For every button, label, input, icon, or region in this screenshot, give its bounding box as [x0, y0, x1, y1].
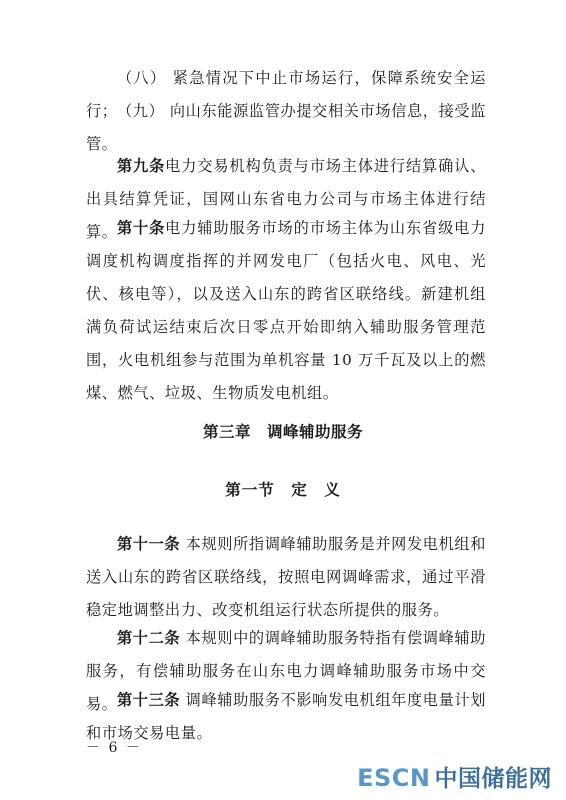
item-9: （九） 向山东能源监管办提交相关市场信息，接受监管。 [86, 102, 486, 153]
watermark-cjk: 中国储能网 [434, 766, 552, 792]
article-9-title: 第九条 [117, 157, 166, 175]
article-10 [86, 212, 486, 410]
article-10-title: 第十条 [117, 219, 166, 237]
article-12-title: 第十二条 [117, 629, 181, 647]
watermark-latin: ESCN [357, 764, 431, 792]
article-13 [86, 684, 486, 750]
article-11-text: 本规则所指调峰辅助服务是并网发电机组和送入山东的跨省区联络线，按照电网调峰需求，通过平滑稳定地调整出力、改变机组运行状态所提供的服务。 [86, 535, 486, 619]
section-heading: 第一节 定 义 [225, 480, 341, 499]
article-13-title: 第十三条 [117, 691, 181, 709]
article-11 [86, 528, 486, 627]
escn-watermark [357, 760, 552, 793]
article-11-title: 第十一条 [117, 535, 181, 553]
chapter-heading: 第三章 调峰辅助服务 [202, 423, 363, 441]
article-10-text: 电力辅助服务市场的市场主体为山东省级电力调度机构调度指挥的并网发电厂（包括火电、风电、光伏、核电等），以及送入山东的跨省区联络线。新建机组满负荷试运结束后次日零点开始即纳入辅助服务管理范围，火电机组参与范围为单机容量 10 万千瓦及以上的燃煤、燃气、垃圾、生物质发电机组。 [86, 219, 486, 402]
item-8: （八） 紧急情况下中止市场运行，保障系统安全运行； [86, 69, 486, 120]
page-number: － 6 － [86, 740, 142, 756]
article-12-text: 本规则中的调峰辅助服务特指有偿调峰辅助服务，有偿辅助服务在山东电力调峰辅助服务市场中交易。 [86, 629, 486, 713]
article-9-text: 电力交易机构负责与市场主体进行结算确认、出具结算凭证，国网山东省电力公司与市场主体进行结算。 [86, 157, 486, 241]
article-13-text: 调峰辅助服务不影响发电机组年度电量计划和市场交易电量。 [86, 691, 486, 742]
